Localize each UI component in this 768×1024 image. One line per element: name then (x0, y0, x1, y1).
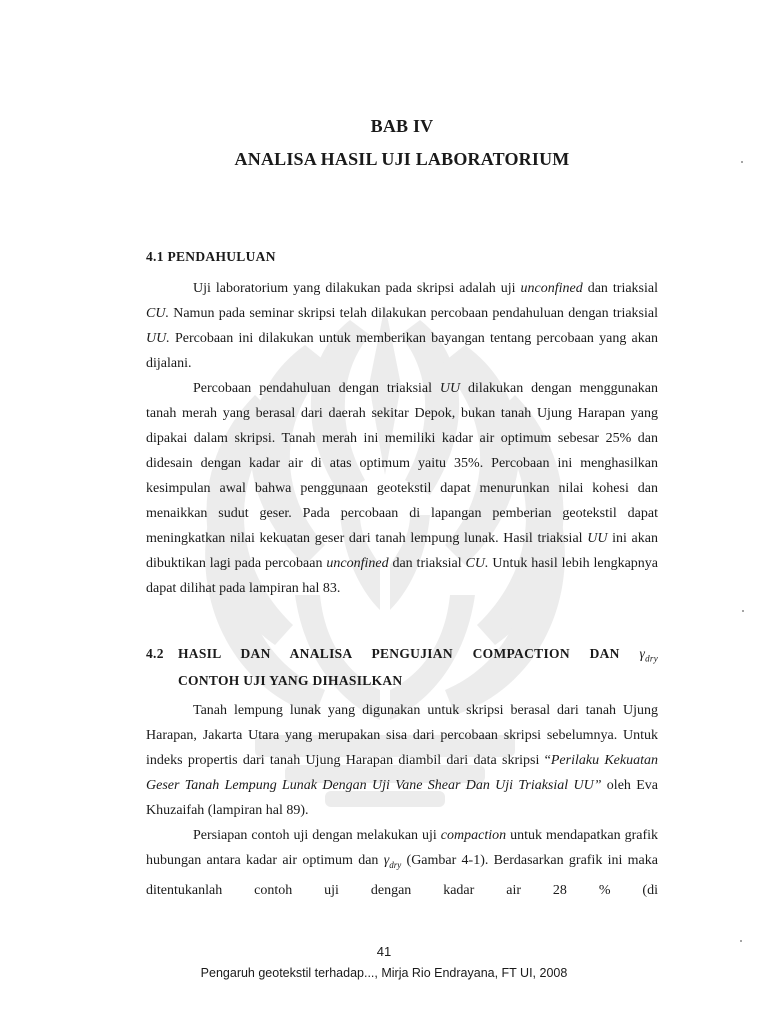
page-footer: Pengaruh geotekstil terhadap..., Mirja Rio Endrayana, FT UI, 2008 (200, 966, 568, 980)
paragraph-compaction-1: Tanah lempung lunak yang digunakan untuk skripsi berasal dari tanah Ujung Harapan, Jakarta Utara yang merupakan sisa dari percobaan skripsi sebelumnya. Untuk indeks propertis dari tanah Ujung Harapan diambil dari data skripsi “Perilaku Kekuatan Geser Tanah Lempung Lunak Dengan Uji Vane Shear Dan Uji Triaksial UU” oleh Eva Khuzaifah (lampiran hal 89). (146, 703, 658, 818)
gamma-dry-symbol: $\gamma_{dry}$ (383, 853, 402, 870)
section-heading-4-2 (146, 646, 658, 664)
chapter-title: ANALISA HASIL UJI LABORATORIUM (234, 149, 570, 169)
page-number: 41 (376, 944, 392, 959)
scan-speck (741, 161, 743, 163)
section-number: 4.2 (146, 646, 164, 661)
section-heading-line1: HASIL DAN ANALISA PENGUJIAN COMPACTION DAN $\gamma_{dry}$ (178, 646, 658, 664)
section-heading-4-1: 4.1 PENDAHULUAN (146, 249, 276, 264)
paragraph-pendahuluan-2: Percobaan pendahuluan dengan triaksial UU dilakukan dengan menggunakan tanah merah yang berasal dari daerah sekitar Depok, bukan tanah Ujung Harapan yang dipakai dalam skripsi. Tanah merah ini memiliki kadar air optimum sebesar 25% dan didesain dengan kadar air di atas optimum yaitu 35%. Percobaan ini menghasilkan kesimpulan awal bahwa penggunaan geotekstil dapat menurunkan nilai kohesi dan menaikkan sudut geser. Pada percobaan di lapangan pemberian geotekstil dapat meningkatkan nilai kekuatan geser dari tanah lempung lunak. Hasil triaksial UU ini akan dibuktikan lagi pada percobaan unconfined dan triaksial CU. Untuk hasil lebih lengkapnya dapat dilihat pada lampiran hal 83. (146, 381, 658, 596)
scan-speck (740, 940, 742, 942)
section-heading-line2: CONTOH UJI YANG DIHASILKAN (178, 673, 403, 688)
paragraph-pendahuluan-1: Uji laboratorium yang dilakukan pada skripsi adalah uji unconfined dan triaksial CU. Namun pada seminar skripsi telah dilakukan percobaan pendahuluan dengan triaksial UU. Percobaan ini dilakukan untuk memberikan bayangan tentang percobaan yang akan dijalani. (146, 281, 658, 371)
scan-speck (742, 610, 744, 612)
paragraph-compaction-2: Persiapan contoh uji dengan melakukan uji compaction untuk mendapatkan grafik hubungan antara kadar air optimum dan $\gamma_{dry}$ (Gambar 4-1). Berdasarkan grafik ini maka ditentukanlah contoh uji dengan kadar air 28 % (di (146, 828, 658, 898)
chapter-number: BAB IV (370, 116, 434, 136)
gamma-dry-symbol: $\gamma_{dry}$ (639, 646, 658, 664)
